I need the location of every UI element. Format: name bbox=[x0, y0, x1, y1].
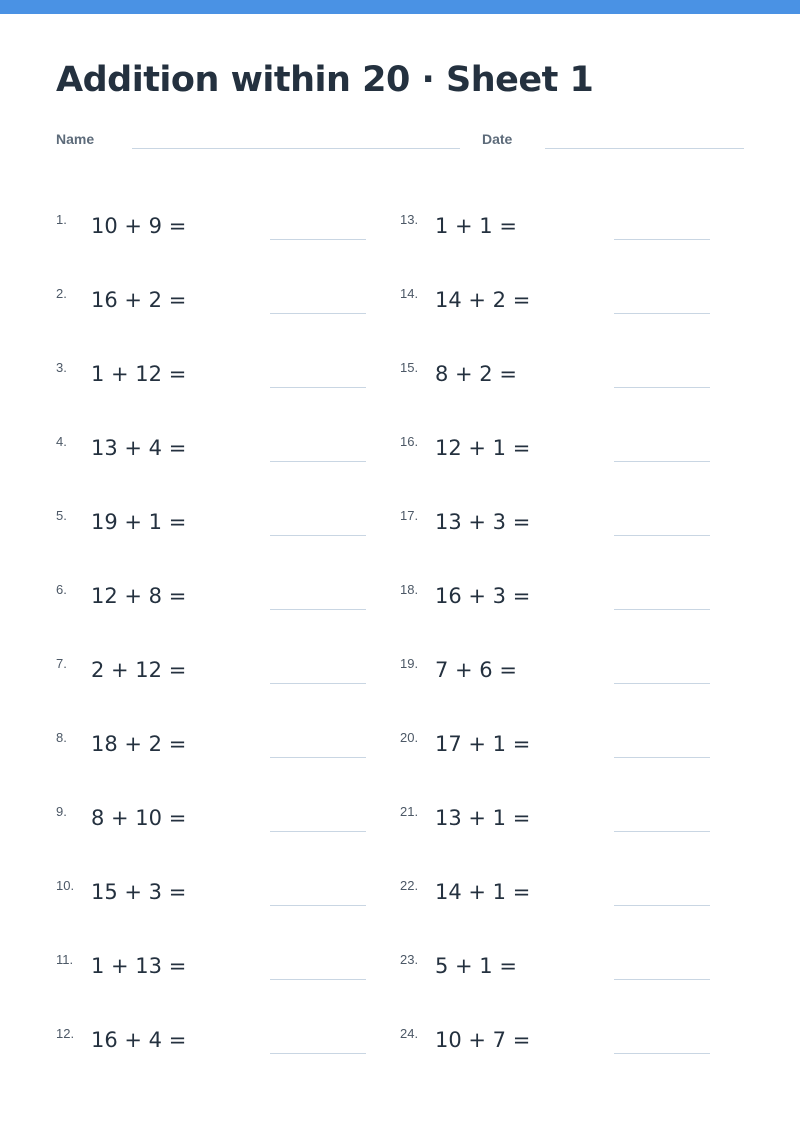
answer-line[interactable] bbox=[614, 387, 710, 388]
problem-expression: 16 + 2 = bbox=[91, 288, 187, 312]
answer-line[interactable] bbox=[270, 535, 366, 536]
problem-number: 23. bbox=[400, 952, 419, 967]
problem-number: 2. bbox=[56, 286, 67, 301]
problem-expression: 14 + 1 = bbox=[435, 880, 531, 904]
problem-expression: 7 + 6 = bbox=[435, 658, 517, 682]
problem-number: 10. bbox=[56, 878, 75, 893]
answer-line[interactable] bbox=[270, 387, 366, 388]
problem-number: 20. bbox=[400, 730, 419, 745]
problem-number: 1. bbox=[56, 212, 67, 227]
answer-line[interactable] bbox=[614, 979, 710, 980]
answer-line[interactable] bbox=[270, 683, 366, 684]
problem-number: 11. bbox=[56, 952, 74, 967]
problem-expression: 2 + 12 = bbox=[91, 658, 187, 682]
problem-item bbox=[400, 730, 720, 790]
name-label: Name bbox=[56, 131, 95, 147]
problem-number: 7. bbox=[56, 656, 67, 671]
problem-item bbox=[56, 434, 376, 494]
problem-item bbox=[56, 582, 376, 642]
problem-number: 8. bbox=[56, 730, 67, 745]
answer-line[interactable] bbox=[270, 979, 366, 980]
answer-line[interactable] bbox=[270, 905, 366, 906]
problem-item bbox=[56, 508, 376, 568]
problem-expression: 13 + 4 = bbox=[91, 436, 187, 460]
problem-number: 17. bbox=[400, 508, 419, 523]
answer-line[interactable] bbox=[270, 1053, 366, 1054]
answer-line[interactable] bbox=[614, 461, 710, 462]
problem-expression: 10 + 7 = bbox=[435, 1028, 531, 1052]
answer-line[interactable] bbox=[614, 905, 710, 906]
problem-expression: 10 + 9 = bbox=[91, 214, 187, 238]
problem-expression: 1 + 13 = bbox=[91, 954, 187, 978]
answer-line[interactable] bbox=[270, 831, 366, 832]
answer-line[interactable] bbox=[270, 757, 366, 758]
problem-expression: 1 + 12 = bbox=[91, 362, 187, 386]
problem-item bbox=[400, 1026, 720, 1086]
problem-item bbox=[400, 952, 720, 1012]
problem-number: 19. bbox=[400, 656, 419, 671]
answer-line[interactable] bbox=[614, 535, 710, 536]
problem-item bbox=[56, 656, 376, 716]
date-input-line[interactable] bbox=[545, 148, 744, 149]
problem-expression: 12 + 1 = bbox=[435, 436, 531, 460]
problem-number: 16. bbox=[400, 434, 419, 449]
answer-line[interactable] bbox=[270, 609, 366, 610]
problem-item bbox=[400, 582, 720, 642]
problem-number: 5. bbox=[56, 508, 67, 523]
problem-item bbox=[400, 656, 720, 716]
problem-expression: 16 + 3 = bbox=[435, 584, 531, 608]
problem-item bbox=[56, 878, 376, 938]
problem-number: 6. bbox=[56, 582, 67, 597]
problem-item bbox=[400, 878, 720, 938]
problem-item bbox=[400, 804, 720, 864]
problem-expression: 16 + 4 = bbox=[91, 1028, 187, 1052]
problem-item bbox=[400, 286, 720, 346]
problem-number: 14. bbox=[400, 286, 419, 301]
problem-number: 15. bbox=[400, 360, 419, 375]
name-input-line[interactable] bbox=[132, 148, 460, 149]
problem-number: 13. bbox=[400, 212, 419, 227]
problem-item bbox=[56, 952, 376, 1012]
problem-number: 18. bbox=[400, 582, 419, 597]
problem-number: 22. bbox=[400, 878, 419, 893]
answer-line[interactable] bbox=[614, 683, 710, 684]
problem-expression: 13 + 3 = bbox=[435, 510, 531, 534]
problem-number: 9. bbox=[56, 804, 67, 819]
problem-item bbox=[56, 730, 376, 790]
problem-number: 12. bbox=[56, 1026, 75, 1041]
answer-line[interactable] bbox=[614, 313, 710, 314]
problem-number: 4. bbox=[56, 434, 67, 449]
answer-line[interactable] bbox=[270, 461, 366, 462]
problem-item bbox=[400, 508, 720, 568]
problem-item bbox=[56, 286, 376, 346]
problem-number: 24. bbox=[400, 1026, 419, 1041]
problem-item bbox=[56, 360, 376, 420]
problem-expression: 14 + 2 = bbox=[435, 288, 531, 312]
problem-expression: 1 + 1 = bbox=[435, 214, 517, 238]
problem-expression: 19 + 1 = bbox=[91, 510, 187, 534]
problem-expression: 12 + 8 = bbox=[91, 584, 187, 608]
answer-line[interactable] bbox=[614, 239, 710, 240]
problem-expression: 8 + 2 = bbox=[435, 362, 517, 386]
problem-item bbox=[56, 804, 376, 864]
problem-expression: 13 + 1 = bbox=[435, 806, 531, 830]
answer-line[interactable] bbox=[614, 757, 710, 758]
problem-expression: 17 + 1 = bbox=[435, 732, 531, 756]
problem-item bbox=[56, 1026, 376, 1086]
answer-line[interactable] bbox=[614, 609, 710, 610]
page-title: Addition within 20 · Sheet 1 bbox=[56, 60, 594, 100]
answer-line[interactable] bbox=[614, 831, 710, 832]
problem-item bbox=[56, 212, 376, 272]
problem-item bbox=[400, 434, 720, 494]
answer-line[interactable] bbox=[270, 313, 366, 314]
problem-number: 21. bbox=[400, 804, 419, 819]
problem-expression: 18 + 2 = bbox=[91, 732, 187, 756]
problem-number: 3. bbox=[56, 360, 67, 375]
top-accent-bar bbox=[0, 0, 800, 14]
problem-expression: 15 + 3 = bbox=[91, 880, 187, 904]
problem-item bbox=[400, 360, 720, 420]
problem-expression: 8 + 10 = bbox=[91, 806, 187, 830]
problem-item bbox=[400, 212, 720, 272]
date-label: Date bbox=[482, 131, 513, 147]
answer-line[interactable] bbox=[270, 239, 366, 240]
answer-line[interactable] bbox=[614, 1053, 710, 1054]
problem-expression: 5 + 1 = bbox=[435, 954, 517, 978]
